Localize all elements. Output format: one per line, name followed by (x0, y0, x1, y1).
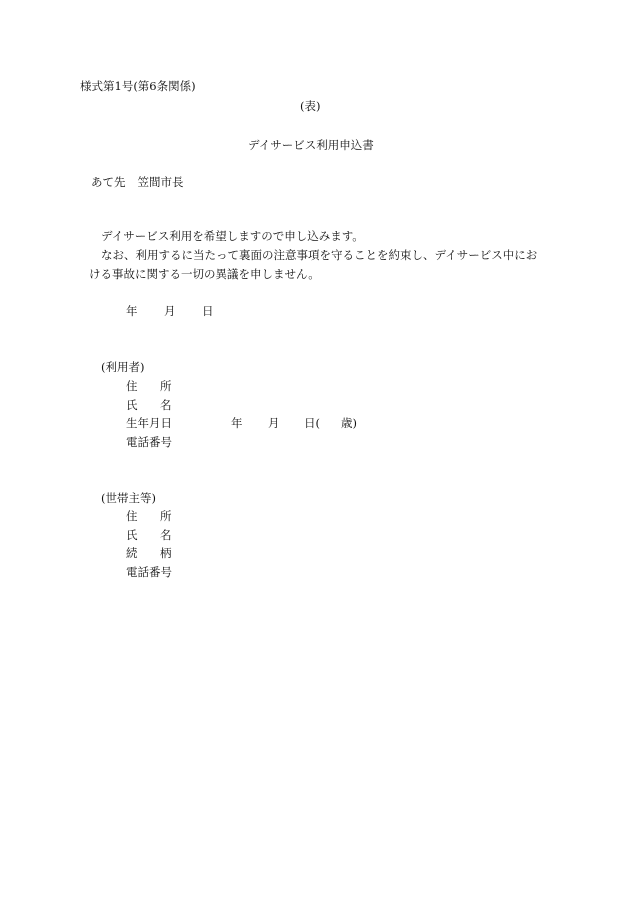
date-month-label: 月 (164, 304, 176, 318)
user-address-field (126, 381, 172, 393)
body-text-line-2: なお、利用するに当たって裏面の注意事項を守ることを約束し、デイサービス中にお (101, 248, 538, 262)
form-number: 様式第1号(第6条関係) (80, 79, 196, 93)
household-address-field (126, 511, 172, 523)
user-birthdate-label: 生年月日 (126, 416, 172, 430)
user-birthdate-month: 月 (268, 416, 280, 430)
household-relation-field (126, 548, 172, 560)
user-address-label-a: 住 (126, 379, 138, 393)
user-age: 歳) (341, 416, 357, 430)
user-phone-label: 電話番号 (126, 435, 172, 449)
household-relation-label-b: 柄 (160, 546, 172, 560)
household-name-label-b: 名 (160, 528, 172, 542)
household-section-heading: (世帯主等) (101, 491, 156, 505)
household-address-label-a: 住 (126, 509, 138, 523)
household-name-label-a: 氏 (126, 528, 138, 542)
household-phone-label: 電話番号 (126, 565, 172, 579)
household-address-label-b: 所 (160, 509, 172, 523)
user-name-field (126, 400, 172, 412)
user-birthdate-year: 年 (231, 416, 243, 430)
date-year-label: 年 (126, 304, 138, 318)
household-name-field (126, 530, 172, 542)
user-birthdate-field (126, 418, 386, 432)
household-relation-label-a: 続 (126, 546, 138, 560)
household-phone-field (126, 567, 172, 579)
side-label: (表) (300, 99, 321, 113)
document-title: デイサービス利用申込書 (248, 138, 374, 152)
body-text-line-3: ける事故に関する一切の異議を申しません。 (89, 267, 320, 281)
user-address-label-b: 所 (160, 379, 172, 393)
date-day-label: 日 (202, 304, 214, 318)
user-name-label-b: 名 (160, 398, 172, 412)
addressee-label: あて先 (91, 175, 126, 189)
user-section-heading: (利用者) (101, 360, 145, 374)
application-date (126, 306, 214, 318)
addressee (91, 177, 184, 189)
user-name-label-a: 氏 (126, 398, 138, 412)
user-birthdate-day: 日( (304, 416, 320, 430)
addressee-name: 笠間市長 (137, 175, 184, 189)
user-phone-field (126, 437, 172, 449)
body-text-line-1: デイサービス利用を希望しますので申し込みます。 (101, 229, 364, 243)
